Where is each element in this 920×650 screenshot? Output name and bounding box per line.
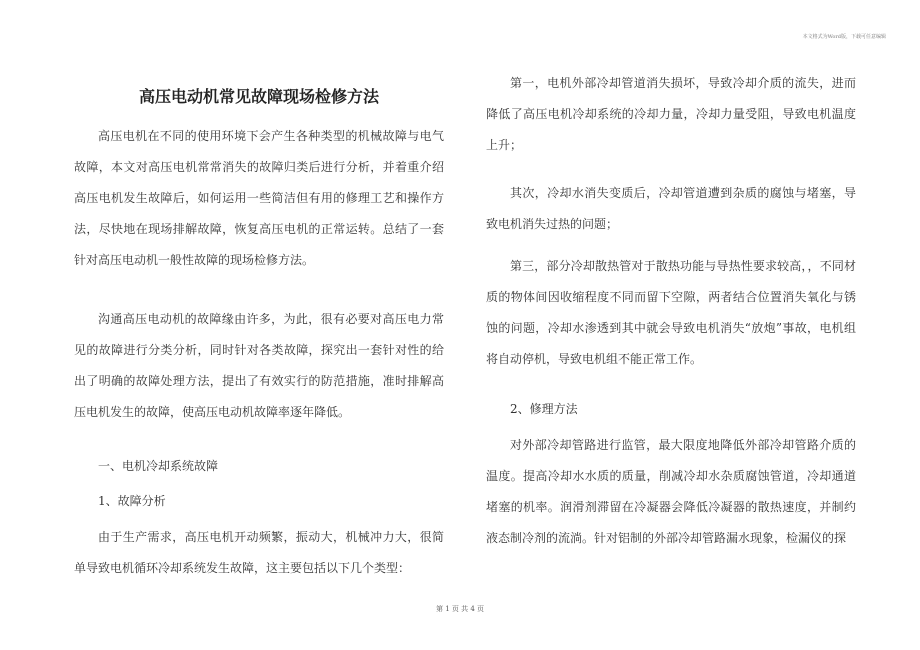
- intro-paragraph-1: 高压电机在不同的使用环境下会产生各种类型的机械故障与电气故障，本文对高压电机常常消失的故障归类后进行分析，并着重介绍高压电机发生故障后，如何运用一些简洁但有用的修理工艺和操作方法，尽快地在现场排解故障，恢复高压电机的正常运转。总结了一套针对高压电动机一般性故障的现场检修方法。: [74, 129, 444, 267]
- cause-item-2: 其次，冷却水消失变质后，冷却管道遭到杂质的腐蚀与堵塞，导致电机消失过热的问题；: [486, 186, 856, 231]
- subheading-fault-analysis: 1、故障分析: [98, 494, 166, 508]
- page-footer: 第 1 页 共 4 页: [435, 605, 485, 613]
- intro-paragraph-2: 沟通高压电动机的故障缘由许多，为此，很有必要对高压电力常见的故障进行分类分析，同时针对各类故障，探究出一套针对性的给出了明确的故障处理方法，提出了有效实行的防范措施，准时排解高压电机发生的故障，使高压电动机故障率逐年降低。: [74, 312, 444, 419]
- subheading-repair-method: 2、修理方法: [510, 402, 578, 416]
- cause-item-1: 第一，电机外部冷却管道消失损坏，导致冷却介质的流失，进而降低了高压电机冷却系统的冷却力量，冷却力量受阻，导致电机温度上升；: [486, 76, 856, 152]
- header-note: 本文格式为Word版，下载可任意编辑: [802, 34, 886, 40]
- page-title: 高压电动机常见故障现场检修方法: [138, 87, 379, 106]
- cause-item-3: 第三，部分冷却散热管对于散热功能与导热性要求较高，，不同材质的物体间因收缩程度不同而留下空隙，两者结合位置消失氧化与锈蚀的问题，冷却水渗透到其中就会导致电机消失“放炮”事故，电机组将自动停机，导致电机组不能正常工作。: [486, 259, 856, 366]
- section-heading-cooling: 一、电机冷却系统故障: [98, 459, 219, 473]
- paragraph-causes: 由于生产需求，高压电机开动频繁，振动大，机械冲力大，很简单导致电机循环冷却系统发生故障，这主要包括以下几个类型：: [74, 530, 444, 575]
- paragraph-repair: 对外部冷却管路进行监管，最大限度地降低外部冷却管路介质的温度。提高冷却水水质的质量，削减冷却水杂质腐蚀管道，冷却通道堵塞的机率。润滑剂滞留在冷凝器会降低冷凝器的散热速度，并制约液态制冷剂的流淌。针对铝制的外部冷却管路漏水现象，检漏仪的探: [486, 438, 856, 545]
